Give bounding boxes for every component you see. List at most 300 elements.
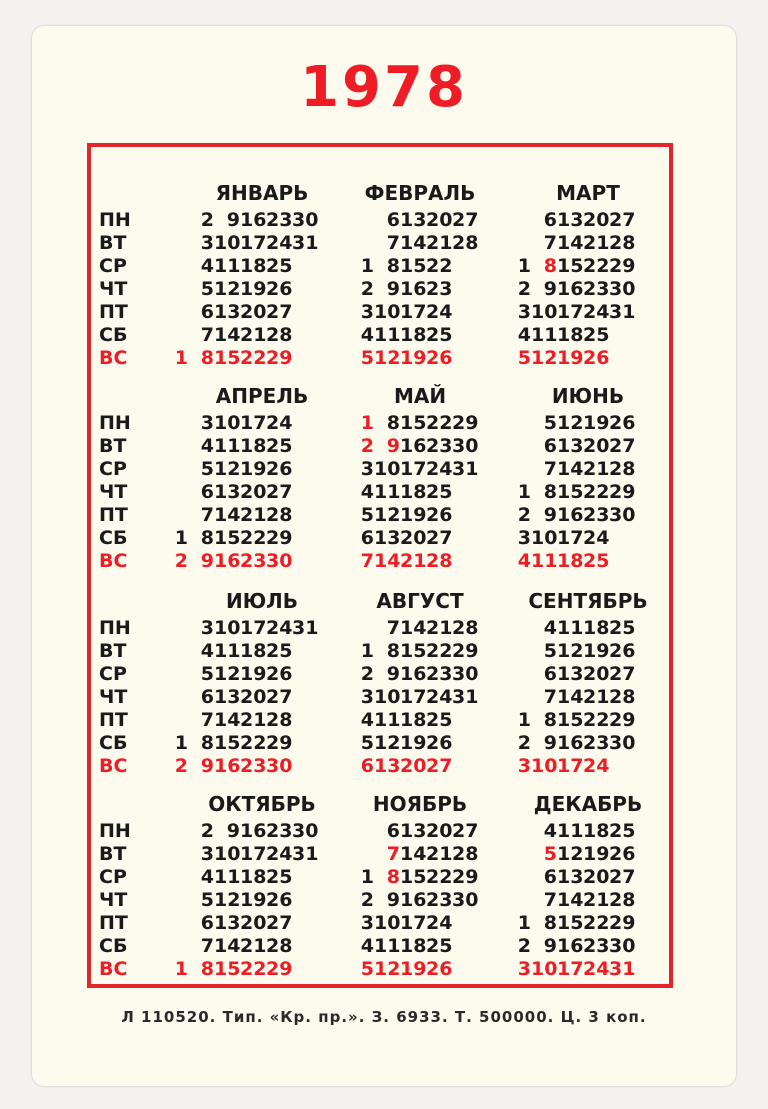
day-number: 14 (214, 709, 241, 731)
day-number: 21 (240, 324, 267, 346)
day-number: 15 (214, 958, 241, 980)
weekday-label: ВТ (99, 232, 127, 254)
day-number: 19 (583, 640, 610, 662)
day-number: 1 (360, 640, 374, 662)
day-number: 17 (400, 686, 427, 708)
day-number: 16 (400, 278, 427, 300)
day-number: 18 (557, 324, 584, 346)
weekday-label: ВС (99, 550, 128, 572)
day-number: 3 (200, 412, 214, 434)
day-number: 18 (240, 435, 267, 457)
day-number: 8 (200, 347, 214, 369)
day-number: 12 (531, 347, 558, 369)
day-number: 7 (543, 686, 557, 708)
day-number: 3 (360, 301, 374, 323)
day-number: 26 (583, 347, 610, 369)
day-number: 1 (174, 527, 188, 549)
day-number: 15 (400, 255, 427, 277)
day-number: 19 (400, 347, 427, 369)
weekday-label: ПН (99, 412, 131, 434)
day-number: 24 (426, 301, 453, 323)
day-number: 23 (240, 755, 267, 777)
day-number: 20 (583, 209, 610, 231)
day-number: 25 (426, 481, 453, 503)
day-number: 5 (360, 504, 374, 526)
day-number: 3 (200, 232, 214, 254)
day-number: 6 (543, 209, 557, 231)
day-number: 16 (400, 663, 427, 685)
day-number: 9 (226, 209, 240, 231)
month-name: ЯНВАРЬ (215, 181, 309, 205)
day-number: 11 (531, 550, 558, 572)
weekday-label: ПТ (99, 301, 128, 323)
day-number: 9 (386, 889, 400, 911)
day-number: 4 (543, 617, 557, 639)
day-number: 27 (266, 912, 293, 934)
day-number: 10 (374, 912, 401, 934)
day-number: 25 (266, 435, 293, 457)
day-number: 9 (200, 550, 214, 572)
weekday-label: ЧТ (99, 889, 128, 911)
day-number: 13 (214, 301, 241, 323)
day-number: 5 (543, 640, 557, 662)
day-number: 12 (214, 278, 241, 300)
day-number: 28 (266, 324, 293, 346)
day-number: 1 (360, 866, 374, 888)
day-number: 11 (374, 324, 401, 346)
day-number: 5 (543, 843, 557, 865)
day-number: 22 (240, 958, 267, 980)
day-number: 19 (400, 732, 427, 754)
weekday-label: ВТ (99, 640, 127, 662)
day-number: 5 (200, 278, 214, 300)
day-number: 29 (609, 912, 636, 934)
day-number: 13 (400, 820, 427, 842)
day-number: 15 (214, 347, 241, 369)
day-number: 20 (400, 755, 427, 777)
day-number: 29 (266, 958, 293, 980)
day-number: 15 (557, 912, 584, 934)
day-number: 16 (400, 435, 427, 457)
day-number: 30 (266, 550, 293, 572)
day-number: 23 (266, 820, 293, 842)
day-number: 27 (266, 301, 293, 323)
weekday-label: ПТ (99, 912, 128, 934)
day-number: 26 (609, 843, 636, 865)
day-number: 14 (557, 686, 584, 708)
day-number: 11 (214, 866, 241, 888)
day-number: 11 (214, 255, 241, 277)
day-number: 5 (360, 958, 374, 980)
day-number: 24 (266, 617, 293, 639)
day-number: 19 (240, 663, 267, 685)
day-number: 13 (557, 866, 584, 888)
day-number: 9 (226, 820, 240, 842)
day-number: 23 (583, 278, 610, 300)
day-number: 24 (266, 843, 293, 865)
day-number: 31 (609, 301, 636, 323)
month-name: ФЕВРАЛЬ (364, 181, 476, 205)
day-number: 31 (452, 458, 479, 480)
day-number: 21 (240, 935, 267, 957)
day-number: 10 (214, 412, 241, 434)
day-number: 12 (557, 640, 584, 662)
day-number: 7 (386, 843, 400, 865)
day-number: 16 (557, 935, 584, 957)
day-number: 22 (583, 255, 610, 277)
day-number: 14 (400, 843, 427, 865)
day-number: 10 (214, 232, 241, 254)
day-number: 18 (400, 481, 427, 503)
day-number: 15 (557, 255, 584, 277)
day-number: 17 (557, 301, 584, 323)
weekday-label: ЧТ (99, 278, 128, 300)
day-number: 28 (452, 617, 479, 639)
day-number: 26 (266, 889, 293, 911)
day-number: 19 (583, 412, 610, 434)
day-number: 15 (400, 866, 427, 888)
day-number: 7 (386, 232, 400, 254)
day-number: 24 (583, 527, 610, 549)
day-number: 18 (583, 820, 610, 842)
day-number: 12 (374, 347, 401, 369)
day-number: 1 (360, 412, 374, 434)
weekday-label: СБ (99, 732, 128, 754)
day-number: 24 (583, 958, 610, 980)
day-number: 17 (400, 301, 427, 323)
day-number: 6 (200, 481, 214, 503)
day-number: 29 (452, 866, 479, 888)
day-number: 1 (517, 255, 531, 277)
day-number: 9 (543, 935, 557, 957)
day-number: 30 (452, 663, 479, 685)
day-number: 8 (200, 732, 214, 754)
day-number: 11 (214, 435, 241, 457)
day-number: 10 (374, 301, 401, 323)
day-number: 12 (214, 458, 241, 480)
month-name: ИЮЛЬ (225, 589, 299, 613)
day-number: 13 (400, 209, 427, 231)
day-number: 27 (266, 686, 293, 708)
day-number: 21 (240, 709, 267, 731)
day-number: 4 (200, 640, 214, 662)
day-number: 19 (400, 504, 427, 526)
day-number: 30 (609, 278, 636, 300)
day-number: 29 (452, 640, 479, 662)
day-number: 18 (557, 550, 584, 572)
day-number: 24 (266, 412, 293, 434)
day-number: 9 (386, 278, 400, 300)
day-number: 27 (609, 209, 636, 231)
day-number: 28 (266, 504, 293, 526)
day-number: 10 (214, 843, 241, 865)
weekday-label: СР (99, 458, 127, 480)
day-number: 8 (200, 527, 214, 549)
day-number: 25 (426, 324, 453, 346)
day-number: 26 (266, 458, 293, 480)
day-number: 6 (386, 209, 400, 231)
day-number: 26 (426, 504, 453, 526)
day-number: 20 (240, 481, 267, 503)
day-number: 11 (374, 935, 401, 957)
day-number: 21 (426, 843, 453, 865)
day-number: 25 (266, 255, 293, 277)
day-number: 27 (609, 663, 636, 685)
day-number: 20 (240, 301, 267, 323)
day-number: 28 (266, 709, 293, 731)
weekday-label: ВС (99, 755, 128, 777)
day-number: 11 (557, 617, 584, 639)
day-number: 17 (557, 527, 584, 549)
weekday-label: ВТ (99, 435, 127, 457)
day-number: 6 (386, 820, 400, 842)
day-number: 23 (266, 209, 293, 231)
weekday-label: ЧТ (99, 686, 128, 708)
day-number: 8 (543, 255, 557, 277)
day-number: 25 (583, 324, 610, 346)
day-number: 27 (426, 527, 453, 549)
day-number: 28 (609, 889, 636, 911)
day-number: 18 (400, 324, 427, 346)
day-number: 30 (609, 732, 636, 754)
day-number: 28 (609, 458, 636, 480)
day-number: 16 (240, 820, 267, 842)
day-number: 7 (360, 550, 374, 572)
day-number: 27 (426, 755, 453, 777)
day-number: 27 (609, 435, 636, 457)
day-number: 12 (374, 732, 401, 754)
year-title: 1978 (300, 55, 468, 120)
day-number: 17 (240, 412, 267, 434)
weekday-label: СР (99, 255, 127, 277)
day-number: 4 (517, 550, 531, 572)
day-number: 5 (200, 889, 214, 911)
day-number: 27 (266, 481, 293, 503)
day-number: 14 (214, 504, 241, 526)
day-number: 19 (583, 843, 610, 865)
day-number: 4 (517, 324, 531, 346)
day-number: 2 (517, 732, 531, 754)
day-number: 9 (543, 278, 557, 300)
day-number: 9 (543, 732, 557, 754)
day-number: 28 (426, 550, 453, 572)
day-number: 3 (517, 958, 531, 980)
day-number: 8 (543, 481, 557, 503)
day-number: 4 (200, 866, 214, 888)
day-number: 29 (609, 481, 636, 503)
day-number: 1 (174, 958, 188, 980)
day-number: 14 (557, 458, 584, 480)
day-number: 21 (583, 889, 610, 911)
day-number: 8 (386, 640, 400, 662)
day-number: 30 (609, 935, 636, 957)
day-number: 8 (543, 709, 557, 731)
day-number: 19 (240, 278, 267, 300)
day-number: 3 (517, 755, 531, 777)
day-number: 17 (400, 458, 427, 480)
day-number: 14 (557, 232, 584, 254)
day-number: 16 (240, 209, 267, 231)
day-number: 19 (400, 958, 427, 980)
day-number: 5 (360, 347, 374, 369)
day-number: 30 (292, 209, 319, 231)
day-number: 17 (240, 843, 267, 865)
day-number: 20 (583, 866, 610, 888)
day-number: 13 (557, 209, 584, 231)
day-number: 28 (452, 232, 479, 254)
day-number: 26 (426, 347, 453, 369)
day-number: 25 (583, 550, 610, 572)
day-number: 28 (266, 935, 293, 957)
day-number: 26 (266, 663, 293, 685)
day-number: 6 (200, 912, 214, 934)
day-number: 4 (200, 255, 214, 277)
day-number: 18 (240, 255, 267, 277)
day-number: 5 (360, 732, 374, 754)
day-number: 2 (360, 278, 374, 300)
day-number: 11 (557, 820, 584, 842)
day-number: 14 (214, 324, 241, 346)
month-name: МАЙ (393, 384, 447, 408)
day-number: 28 (609, 686, 636, 708)
day-number: 31 (452, 686, 479, 708)
weekday-label: ПН (99, 820, 131, 842)
day-number: 7 (200, 709, 214, 731)
day-number: 29 (609, 709, 636, 731)
weekday-label: ВС (99, 958, 128, 980)
day-number: 26 (426, 958, 453, 980)
day-number: 7 (200, 324, 214, 346)
day-number: 24 (426, 912, 453, 934)
day-number: 2 (360, 663, 374, 685)
day-number: 22 (240, 347, 267, 369)
day-number: 28 (452, 843, 479, 865)
day-number: 22 (583, 912, 610, 934)
day-number: 14 (374, 550, 401, 572)
day-number: 13 (214, 686, 241, 708)
day-number: 29 (452, 412, 479, 434)
day-number: 24 (266, 232, 293, 254)
day-number: 25 (609, 820, 636, 842)
day-number: 17 (240, 617, 267, 639)
day-number: 20 (583, 663, 610, 685)
day-number: 14 (400, 232, 427, 254)
day-number: 6 (543, 663, 557, 685)
weekday-label: ВС (99, 347, 128, 369)
day-number: 22 (426, 412, 453, 434)
day-number: 20 (426, 820, 453, 842)
weekday-label: СБ (99, 324, 128, 346)
day-number: 21 (583, 232, 610, 254)
day-number: 20 (400, 527, 427, 549)
day-number: 25 (266, 866, 293, 888)
weekday-label: ПН (99, 617, 131, 639)
day-number: 7 (543, 232, 557, 254)
day-number: 29 (609, 255, 636, 277)
day-number: 2 (517, 935, 531, 957)
day-number: 18 (583, 617, 610, 639)
day-number: 23 (426, 889, 453, 911)
month-name: НОЯБРЬ (372, 792, 468, 816)
day-number: 17 (557, 755, 584, 777)
day-number: 11 (374, 481, 401, 503)
day-number: 29 (266, 347, 293, 369)
day-number: 3 (360, 686, 374, 708)
day-number: 31 (292, 617, 319, 639)
day-number: 23 (583, 504, 610, 526)
day-number: 10 (531, 527, 558, 549)
day-number: 20 (240, 686, 267, 708)
day-number: 2 (517, 504, 531, 526)
day-number: 8 (200, 958, 214, 980)
day-number: 10 (374, 458, 401, 480)
day-number: 30 (292, 820, 319, 842)
weekday-label: ВТ (99, 843, 127, 865)
day-number: 22 (583, 481, 610, 503)
day-number: 10 (374, 686, 401, 708)
day-number: 1 (517, 709, 531, 731)
day-number: 19 (240, 458, 267, 480)
day-number: 21 (240, 504, 267, 526)
day-number: 23 (426, 663, 453, 685)
weekday-label: СР (99, 663, 127, 685)
day-number: 4 (543, 820, 557, 842)
day-number: 15 (400, 412, 427, 434)
day-number: 5 (543, 412, 557, 434)
day-number: 13 (374, 527, 401, 549)
month-name: СЕНТЯБРЬ (528, 589, 648, 613)
day-number: 9 (386, 663, 400, 685)
day-number: 2 (200, 209, 214, 231)
day-number: 27 (452, 209, 479, 231)
month-name: ОКТЯБРЬ (208, 792, 316, 816)
day-number: 16 (557, 278, 584, 300)
day-number: 3 (360, 458, 374, 480)
day-number: 1 (174, 732, 188, 754)
day-number: 16 (400, 889, 427, 911)
day-number: 12 (214, 889, 241, 911)
day-number: 14 (400, 617, 427, 639)
day-number: 6 (200, 301, 214, 323)
month-name: АПРЕЛЬ (215, 384, 309, 408)
day-number: 6 (543, 435, 557, 457)
weekday-label: ПТ (99, 709, 128, 731)
day-number: 1 (517, 912, 531, 934)
day-number: 25 (266, 640, 293, 662)
day-number: 6 (360, 527, 374, 549)
day-number: 23 (426, 278, 453, 300)
day-number: 14 (214, 935, 241, 957)
day-number: 24 (426, 686, 453, 708)
day-number: 3 (200, 843, 214, 865)
day-number: 7 (200, 504, 214, 526)
month-name: ДЕКАБРЬ (533, 792, 643, 816)
day-number: 8 (543, 912, 557, 934)
day-number: 7 (543, 458, 557, 480)
day-number: 20 (426, 209, 453, 231)
day-number: 4 (360, 481, 374, 503)
day-number: 21 (400, 550, 427, 572)
day-number: 30 (452, 889, 479, 911)
day-number: 24 (583, 755, 610, 777)
day-number: 25 (426, 935, 453, 957)
day-number: 21 (426, 232, 453, 254)
weekday-label: ПН (99, 209, 131, 231)
day-number: 11 (214, 640, 241, 662)
day-number: 4 (360, 935, 374, 957)
day-number: 15 (214, 527, 241, 549)
day-number: 12 (374, 958, 401, 980)
